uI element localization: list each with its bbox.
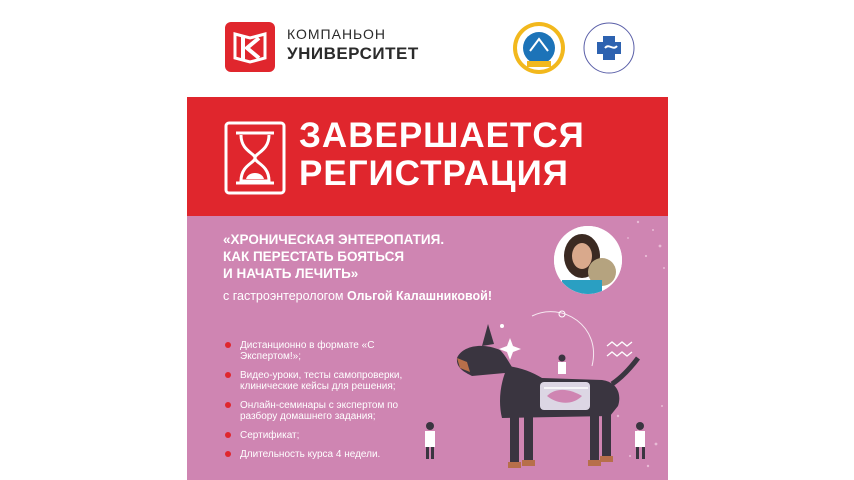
bullet-dot <box>225 372 231 378</box>
bullet-dot <box>225 432 231 438</box>
dog-figure <box>457 324 638 468</box>
headline <box>299 117 585 193</box>
bullet-dot <box>225 342 231 348</box>
expert-portrait-icon <box>554 226 622 294</box>
registration-banner <box>187 97 668 216</box>
doberman-illustration <box>412 306 668 480</box>
brand-name-bottom: УНИВЕРСИТЕТ <box>287 44 419 63</box>
headline-line2: РЕГИСТРАЦИЯ <box>299 154 569 193</box>
vet-figure-on-dog <box>558 355 566 375</box>
expert-name: Ольгой Калашниковой! <box>347 289 493 303</box>
feature-item: Дистанционно в формате «С Экспертом!»; <box>223 340 433 362</box>
course-title-line1: «ХРОНИЧЕСКАЯ ЭНТЕРОПАТИЯ. <box>223 232 445 247</box>
headline-line1: ЗАВЕРШАЕТСЯ <box>299 116 585 155</box>
feature-list <box>223 340 433 468</box>
course-section <box>187 216 668 480</box>
bullet-dot <box>225 451 231 457</box>
decor-zigzag <box>607 352 632 356</box>
veterinary-association-seal-icon <box>512 21 566 75</box>
expert-photo <box>554 226 622 294</box>
decor-zigzag <box>607 342 632 346</box>
course-title-line3: И НАЧАТЬ ЛЕЧИТЬ» <box>223 266 359 281</box>
feature-item: Длительность курса 4 недели. <box>223 449 433 460</box>
header <box>187 0 668 97</box>
feature-item: Онлайн-семинары с экспертом по разбору домашнего задания; <box>223 400 433 422</box>
course-title-line2: КАК ПЕРЕСТАТЬ БОЯТЬСЯ <box>223 249 405 264</box>
bullet-dot <box>225 402 231 408</box>
poster <box>187 0 668 480</box>
veterinary-cross-emblem-icon <box>582 21 636 75</box>
hourglass-icon <box>224 121 286 195</box>
feature-item: Сертификат; <box>223 430 433 441</box>
expert-line <box>223 289 492 303</box>
k-book-logo-icon <box>225 22 275 72</box>
course-title <box>223 231 444 282</box>
vet-figure-right <box>635 422 645 459</box>
decor-dot <box>500 324 504 328</box>
vet-figure-left <box>425 422 435 459</box>
feature-item: Видео-уроки, тесты самопроверки, клинические кейсы для решения; <box>223 370 433 392</box>
expert-prefix: с гастроэнтерологом <box>223 289 344 303</box>
brand-name-top: КОМПАНЬОН <box>287 26 386 42</box>
